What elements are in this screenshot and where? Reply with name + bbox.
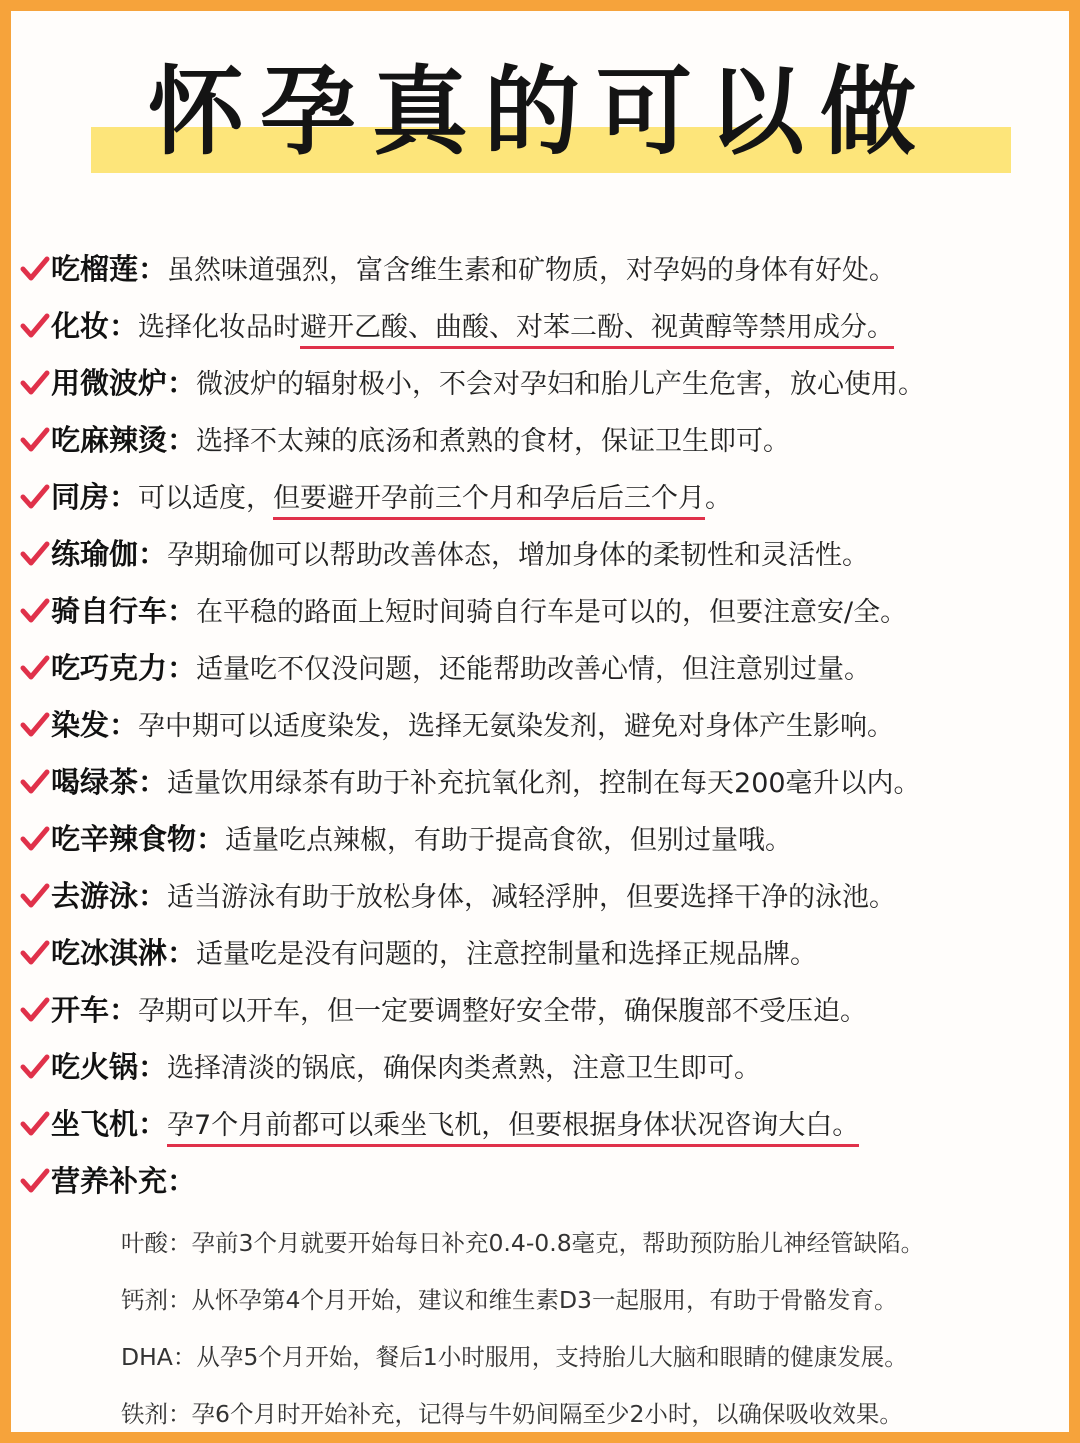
item-text: 选择化妆品时 [138, 312, 301, 343]
supplement-item: 叶酸：孕前3个月就要开始每日补充0.4-0.8毫克，帮助预防胎儿神经管缺陷。 [121, 1228, 925, 1257]
item-text: 适当游泳有助于放松身体，减轻浮肿，但要选择干净的泳池。 [167, 882, 897, 913]
list-item [11, 695, 1069, 752]
check-icon [20, 767, 50, 797]
supplement-item: 钙剂：从怀孕第4个月开始，建议和维生素D3一起服用，有助于骨骼发育。 [121, 1285, 898, 1314]
item-label: 同房： [51, 480, 139, 514]
check-icon [20, 1052, 50, 1082]
item-description [138, 476, 732, 515]
item-text: 可以适度， [138, 483, 274, 514]
item-description [167, 1046, 761, 1085]
item-label: 用微波炉： [51, 366, 197, 400]
item-description [196, 932, 817, 971]
list-item [11, 239, 1069, 296]
check-icon [20, 311, 50, 341]
item-description [138, 989, 867, 1028]
check-icon [20, 1109, 50, 1139]
item-label: 吃巧克力： [51, 651, 197, 685]
check-icon [20, 881, 50, 911]
list-item [11, 353, 1069, 410]
list-item [11, 410, 1069, 467]
list-item [11, 752, 1069, 809]
item-text: 虽然味道强烈，富含维生素和矿物质，对孕妈的身体有好处。 [167, 255, 897, 286]
item-text: 适量吃不仅没问题，还能帮助改善心情，但注意别过量。 [196, 654, 872, 685]
check-icon [20, 653, 50, 683]
list-item [11, 980, 1069, 1037]
check-icon [20, 254, 50, 284]
list-item [11, 866, 1069, 923]
item-label: 营养补充： [51, 1164, 197, 1198]
item-label: 化妆： [51, 309, 139, 343]
item-label: 吃火锅： [51, 1050, 168, 1084]
item-label: 吃榴莲： [51, 252, 168, 286]
supplement-item: DHA：从孕5个月开始，餐后1小时服用，支持胎儿大脑和眼睛的健康发展。 [121, 1342, 908, 1371]
item-highlight: 孕7个月前都可以乘坐飞机，但要根据身体状况咨询大白。 [167, 1110, 859, 1147]
item-description [138, 305, 894, 344]
item-text: 适量吃是没有问题的，注意控制量和选择正规品牌。 [196, 939, 818, 970]
check-icon [20, 539, 50, 569]
item-text: 适量吃点辣椒，有助于提高食欲，但别过量哦。 [225, 825, 793, 856]
item-text: 选择清淡的锅底，确保肉类煮熟，注意卫生即可。 [167, 1053, 762, 1084]
item-description [196, 647, 871, 686]
item-text: 在平稳的路面上短时间骑自行车是可以的，但要注意安/全。 [196, 597, 908, 628]
supplement-item: 铁剂：孕6个月时开始补充，记得与牛奶间隔至少2小时，以确保吸收效果。 [121, 1399, 903, 1428]
item-text: 微波炉的辐射极小，不会对孕妇和胎儿产生危害，放心使用。 [196, 369, 926, 400]
item-label: 坐飞机： [51, 1107, 168, 1141]
list-item [11, 923, 1069, 980]
check-icon [20, 1166, 50, 1196]
item-text: 孕期瑜伽可以帮助改善体态，增加身体的柔韧性和灵活性。 [167, 540, 870, 571]
list-item [11, 1037, 1069, 1094]
check-icon [20, 596, 50, 626]
supplement-list [11, 1212, 1069, 1440]
item-label: 吃冰淇淋： [51, 936, 197, 970]
item-description [167, 1103, 859, 1142]
check-icon [20, 710, 50, 740]
item-text-end: 。 [705, 483, 733, 514]
item-text: 适量饮用绿茶有助于补充抗氧化剂，控制在每天200毫升以内。 [167, 768, 921, 799]
list-item [11, 296, 1069, 353]
item-text: 孕中期可以适度染发，选择无氨染发剂，避免对身体产生影响。 [138, 711, 895, 742]
item-label: 去游泳： [51, 879, 168, 913]
item-label: 吃辛辣食物： [51, 822, 226, 856]
item-highlight: 但要避开孕前三个月和孕后后三个月 [273, 483, 705, 520]
check-icon [20, 824, 50, 854]
list-item [11, 809, 1069, 866]
item-description [167, 875, 896, 914]
check-icon [20, 368, 50, 398]
check-icon [20, 425, 50, 455]
list-item [11, 638, 1069, 695]
title-block [11, 37, 1069, 197]
item-highlight: 避开乙酸、曲酸、对苯二酚、视黄醇等禁用成分。 [300, 312, 894, 349]
item-label: 骑自行车： [51, 594, 197, 628]
check-icon [20, 995, 50, 1025]
item-description [196, 362, 925, 401]
check-icon [20, 482, 50, 512]
item-list [11, 239, 1069, 1208]
list-item [11, 1151, 1069, 1208]
list-item [11, 524, 1069, 581]
list-item [11, 581, 1069, 638]
item-description [196, 419, 790, 458]
item-description [167, 533, 869, 572]
check-icon [20, 938, 50, 968]
item-description [167, 761, 921, 800]
item-description [167, 248, 896, 287]
list-item [11, 1094, 1069, 1151]
item-text: 孕期可以开车，但一定要调整好安全带，确保腹部不受压迫。 [138, 996, 868, 1027]
item-label: 开车： [51, 993, 139, 1027]
item-description [138, 704, 894, 743]
list-item [11, 467, 1069, 524]
item-label: 染发： [51, 708, 139, 742]
item-description [225, 818, 792, 857]
page-title: 怀孕真的可以做 [148, 55, 932, 168]
item-label: 练瑜伽： [51, 537, 168, 571]
item-description [196, 590, 907, 629]
item-text: 选择不太辣的底汤和煮熟的食材，保证卫生即可。 [196, 426, 791, 457]
item-label: 喝绿茶： [51, 765, 168, 799]
item-label: 吃麻辣烫： [51, 423, 197, 457]
